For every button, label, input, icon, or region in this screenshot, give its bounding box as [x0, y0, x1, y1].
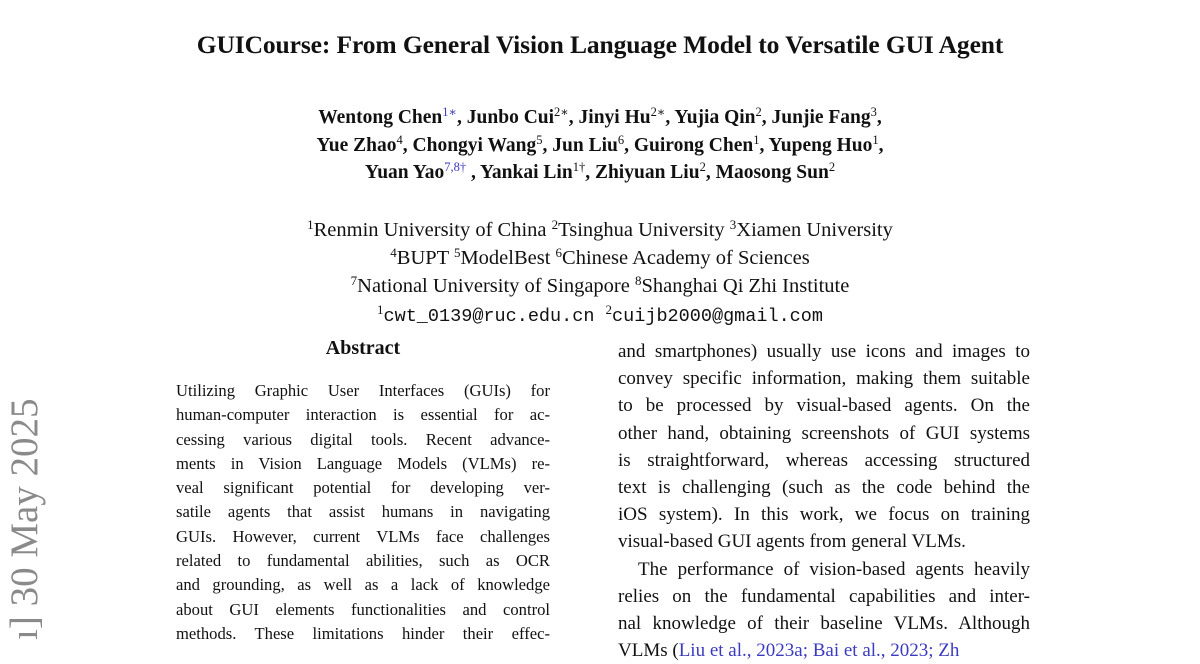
author-affiliation-mark: 5	[536, 132, 543, 147]
author-affiliation-mark: 1†	[572, 160, 586, 174]
author-name: Chongyi Wang	[412, 134, 537, 156]
affiliation-mark: 3	[729, 217, 737, 232]
author-name: Yupeng Huo	[768, 134, 873, 156]
affiliation-name: National University of Singapore	[357, 275, 635, 298]
abstract-line: satile agents that assist humans in navigating	[176, 502, 550, 522]
email-line	[0, 301, 1200, 331]
abstract-heading: Abstract	[325, 337, 401, 359]
author-line-3	[0, 159, 1200, 187]
author-separator: ,	[624, 134, 634, 156]
body-line: visual-based GUI agents from general VLMs.	[618, 531, 966, 553]
citation-link[interactable]: Liu et al., 2023a; Bai et al., 2023; Zh	[678, 640, 960, 661]
author-name: Yue Zhao	[316, 134, 397, 156]
abstract-text	[176, 379, 550, 646]
abstract-line: cessing various digital tools. Recent advance-	[176, 429, 550, 449]
author-separator: ,	[878, 134, 884, 156]
body-line: text is challenging (such as the code behind the	[618, 476, 1030, 498]
affiliation-mark: 2	[551, 217, 559, 232]
author-name: Yankai Lin	[480, 162, 573, 183]
affiliation-mark: 1	[307, 217, 314, 232]
body-line: nal knowledge of their baseline VLMs. Although	[618, 612, 1030, 634]
abstract-line: and grounding, as well as a lack of knowledge	[176, 575, 550, 595]
body-line-cut-off	[618, 637, 1030, 661]
author-separator: ,	[568, 107, 579, 128]
author-line-2	[0, 132, 1200, 160]
author-name: Jun Liu	[552, 134, 618, 156]
author-name: Junbo Cui	[466, 107, 555, 128]
author-affiliation-mark: 3	[870, 105, 877, 119]
author-name: Junjie Fang	[771, 107, 871, 128]
email-address[interactable]: cuijb2000@gmail.com	[612, 305, 823, 327]
affiliation-name: Xiamen University	[736, 219, 893, 241]
author-separator: ,	[585, 162, 595, 183]
abstract-line: Utilizing Graphic User Interfaces (GUIs) for	[176, 381, 550, 400]
affiliation-name: Renmin University of China	[313, 219, 552, 241]
author-affiliation-mark: 2	[755, 105, 762, 119]
author-affiliation-mark: 4	[396, 132, 403, 147]
email-mark: 2	[605, 301, 613, 317]
author-list	[0, 104, 1200, 187]
body-line-prefix: VLMs (	[618, 640, 679, 661]
abstract-line: about GUI elements functionalities and control	[176, 599, 550, 619]
author-separator: ,	[761, 107, 772, 128]
author-separator: ,	[759, 134, 769, 156]
author-affiliation-mark: 6	[617, 132, 625, 147]
author-affiliation-mark: 2∗	[650, 105, 666, 119]
abstract-line: methods. These limitations hinder their effec-	[176, 623, 550, 643]
affiliation-name: Chinese Academy of Sciences	[562, 247, 810, 270]
author-separator: ,	[705, 162, 716, 183]
author-separator: ,	[542, 134, 553, 156]
body-line: relies on the fundamental capabilities and inter-	[618, 585, 1030, 607]
author-affiliation-mark: 2∗	[554, 105, 569, 119]
affiliation-name: Shanghai Qi Zhi Institute	[641, 275, 850, 298]
body-line: and smartphones) usually use icons and images to	[618, 341, 1030, 362]
affiliation-mark: 6	[555, 245, 563, 261]
affiliation-mark: 8	[635, 273, 642, 289]
abstract-line: veal significant potential for developing ver-	[176, 478, 550, 498]
author-separator: ,	[665, 107, 675, 128]
author-separator: ,	[466, 162, 481, 183]
author-name: Yuan Yao	[364, 162, 445, 183]
affiliation-mark: 5	[453, 245, 461, 261]
body-line: iOS system). In this work, we focus on training	[618, 504, 1030, 526]
author-name: Jinyi Hu	[578, 107, 651, 128]
abstract-line: GUIs. However, current VLMs face challenges	[176, 526, 550, 546]
abstract-line: human-computer interaction is essential for ac-	[176, 405, 550, 425]
email-mark: 1	[377, 301, 384, 317]
affiliation-mark: 4	[390, 245, 397, 261]
affiliation-line-2	[0, 244, 1200, 272]
author-name: Wentong Chen	[318, 107, 443, 128]
author-separator: ,	[876, 107, 882, 128]
body-line: convey specific information, making them suitable	[618, 368, 1030, 390]
body-line: The performance of vision-based agents heavily	[638, 558, 1030, 580]
author-affiliation-mark: 1	[872, 132, 879, 147]
affiliation-line-3	[0, 272, 1200, 300]
body-line: is straightforward, whereas accessing structured	[618, 449, 1030, 471]
body-line: to be processed by visual-based agents. On the	[618, 395, 1030, 417]
author-name: Zhiyuan Liu	[594, 162, 700, 183]
affiliation-name: BUPT	[396, 247, 454, 270]
author-name: Yujia Qin	[674, 107, 756, 128]
arxiv-side-stamp: ı] 30 May 2025	[3, 398, 46, 640]
author-separator: ,	[457, 107, 467, 128]
author-line-1	[0, 104, 1200, 132]
affiliation-list	[0, 216, 1200, 331]
author-separator: ,	[402, 134, 413, 156]
author-affiliation-mark: 2	[699, 160, 706, 174]
introduction-text	[618, 338, 1030, 637]
email-address[interactable]: cwt_0139@ruc.edu.cn	[383, 305, 606, 327]
author-affiliation-mark[interactable]: 1∗	[442, 105, 458, 119]
author-affiliation-mark: 2	[828, 160, 836, 174]
affiliation-line-1	[0, 216, 1200, 244]
author-affiliation-mark[interactable]: 7,8†	[444, 160, 467, 174]
author-affiliation-mark: 1	[753, 132, 760, 147]
affiliation-mark: 7	[350, 273, 358, 289]
abstract-line: related to fundamental abilities, such as OCR	[176, 551, 550, 571]
paper-title: GUICourse: From General Vision Language Model to Versatile GUI Agent	[196, 30, 1004, 59]
author-name: Maosong Sun	[715, 162, 829, 183]
affiliation-name: ModelBest	[460, 247, 556, 270]
author-name: Guirong Chen	[633, 134, 754, 156]
affiliation-name: Tsinghua University	[558, 219, 730, 241]
body-line: other hand, obtaining screenshots of GUI systems	[618, 422, 1030, 444]
abstract-line: ments in Vision Language Models (VLMs) re-	[176, 453, 550, 473]
